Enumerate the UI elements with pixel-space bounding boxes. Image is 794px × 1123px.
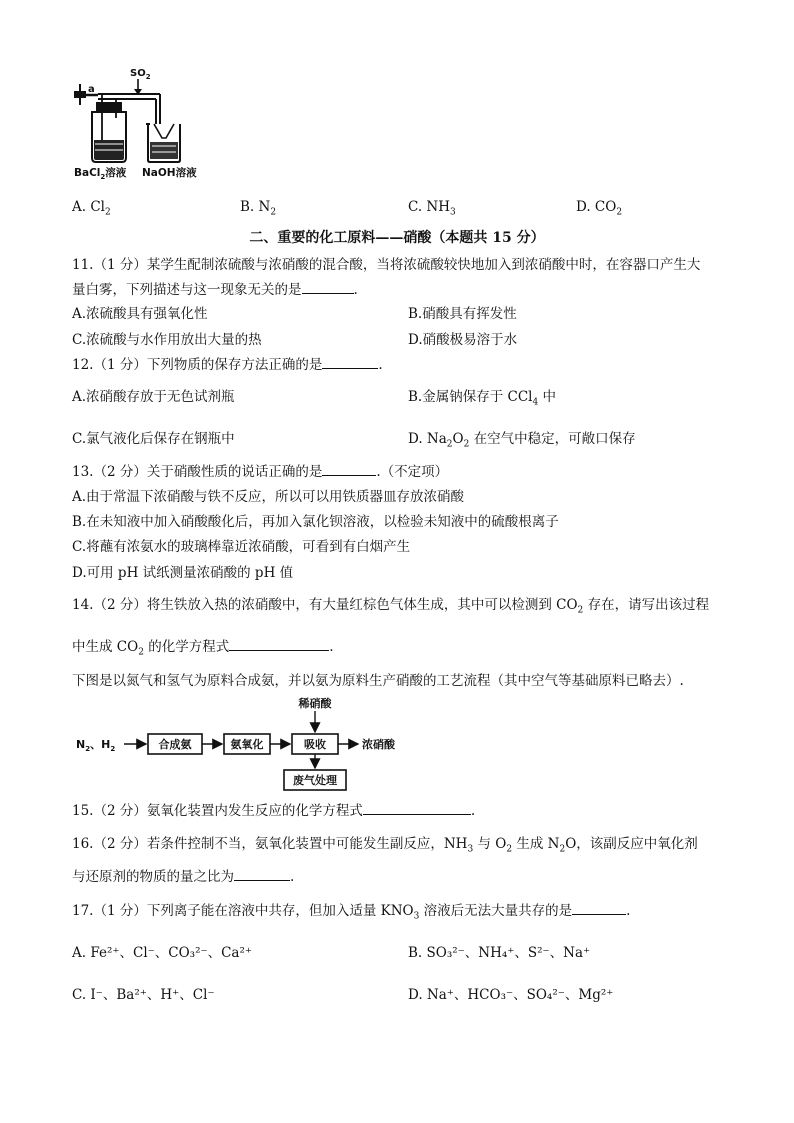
q13-option-a: A.由于常温下浓硝酸与铁不反应，所以可以用铁质器皿存放浓硝酸 — [72, 489, 465, 505]
flow-box1-label: 合成氨 — [158, 738, 192, 751]
q12-option-c: C.氯气液化后保存在钢瓶中 — [72, 431, 235, 447]
q17-option-c: C. I⁻、Ba²⁺、H⁺、Cl⁻ — [72, 987, 215, 1003]
q16-stem-line1: 16.（2 分）若条件控制不当，氨氧化装置中可能发生副反应，$NH_3$ 与 $O_2$ 生成 $N_2O$，该副反应中氧化剂 — [72, 836, 698, 855]
q12-option-a: A.浓硝酸存放于无色试剂瓶 — [72, 389, 235, 405]
process-flow-diagram — [72, 694, 412, 796]
answer-blank[interactable] — [322, 356, 378, 369]
q11-option-c: C.浓硫酸与水作用放出大量的热 — [72, 332, 262, 348]
q12-stem: 12.（1 分）下列物质的保存方法正确的是 . — [72, 357, 383, 373]
q10-option-a: A. $Cl_2$ — [72, 199, 111, 218]
q13-option-d: D.可用 pH 试纸测量浓硝酸的 pH 值 — [72, 565, 294, 581]
q10-option-c: C. $NH_3$ — [408, 199, 456, 218]
valve-a-label: a — [88, 84, 95, 95]
answer-blank[interactable] — [572, 902, 626, 915]
q12-option-b: B.金属钠保存于 CCl$_4$ 中 — [408, 389, 557, 408]
q14-stem-line2: 中生成 $CO_2$ 的化学方程式 . — [72, 639, 334, 658]
q14-stem-line1: 14.（2 分）将生铁放入热的浓硝酸中，有大量红棕色气体生成，其中可以检测到 $CO_2$ 存在，请写出该过程 — [72, 597, 710, 616]
bacl2-label: BaCl$_2$溶液 — [74, 167, 127, 181]
q11-stem-line2: 量白雾，下列描述与这一现象无关的是 . — [72, 282, 358, 298]
q11-option-b: B.硝酸具有挥发性 — [408, 306, 517, 322]
q17-stem: 17.（1 分）下列离子能在溶液中共存，但加入适量 $KNO_3$ 溶液后无法大量共存的是 . — [72, 903, 631, 922]
answer-blank[interactable] — [322, 463, 376, 476]
flow-bottom-label: 废气处理 — [293, 774, 337, 787]
flow-input-label: $N_2$、$H_2$ — [76, 738, 116, 753]
q16-stem-line2: 与还原剂的物质的量之比为 . — [72, 869, 295, 885]
flow-output-label: 浓硝酸 — [362, 738, 395, 751]
q17-option-a: A. Fe²⁺、Cl⁻、CO₃²⁻、Ca²⁺ — [72, 945, 253, 961]
q15-stem: 15.（2 分）氨氧化装置内发生反应的化学方程式 . — [72, 803, 476, 819]
flow-top-label: 稀硝酸 — [298, 697, 332, 710]
flow-box3-label: 吸收 — [304, 738, 326, 751]
section-title: 二、重要的化工原料——硝酸（本题共 15 分） — [249, 230, 545, 246]
answer-blank[interactable] — [363, 802, 471, 815]
q13-stem: 13.（2 分）关于硝酸性质的说话正确的是 .（不定项） — [72, 464, 449, 480]
q17-option-d: D. Na⁺、HCO₃⁻、SO₄²⁻、Mg²⁺ — [408, 987, 614, 1003]
process-intro: 下图是以氮气和氢气为原料合成氨，并以氨为原料生产硝酸的工艺流程（其中空气等基础原料已略去）. — [72, 673, 684, 689]
apparatus-diagram — [70, 62, 220, 182]
q11-stem-line1: 11.（1 分）某学生配制浓硫酸与浓硝酸的混合酸，当将浓硫酸较快地加入到浓硝酸中时，在容器口产生大 — [72, 257, 701, 273]
answer-blank[interactable] — [229, 638, 329, 651]
q17-option-b: B. SO₃²⁻、NH₄⁺、S²⁻、Na⁺ — [408, 945, 591, 961]
q10-option-b: B. $N_2$ — [240, 199, 277, 218]
naoh-label: NaOH溶液 — [142, 167, 197, 179]
q13-option-c: C.将蘸有浓氨水的玻璃棒靠近浓硝酸，可看到有白烟产生 — [72, 539, 411, 555]
q10-option-d: D. $CO_2$ — [576, 199, 623, 218]
q11-option-a: A.浓硫酸具有强氧化性 — [72, 306, 208, 322]
q13-option-b: B.在未知液中加入硝酸酸化后，再加入氯化钡溶液，以检验未知液中的硫酸根离子 — [72, 514, 559, 530]
answer-blank[interactable] — [302, 281, 354, 294]
q11-option-d: D.硝酸极易溶于水 — [408, 332, 518, 348]
answer-blank[interactable] — [234, 868, 290, 881]
q12-option-d: D. $Na_2O_2$ 在空气中稳定，可敞口保存 — [408, 431, 636, 450]
flow-box2-label: 氨氧化 — [230, 738, 264, 751]
so2-label: $SO_2$ — [130, 68, 151, 81]
